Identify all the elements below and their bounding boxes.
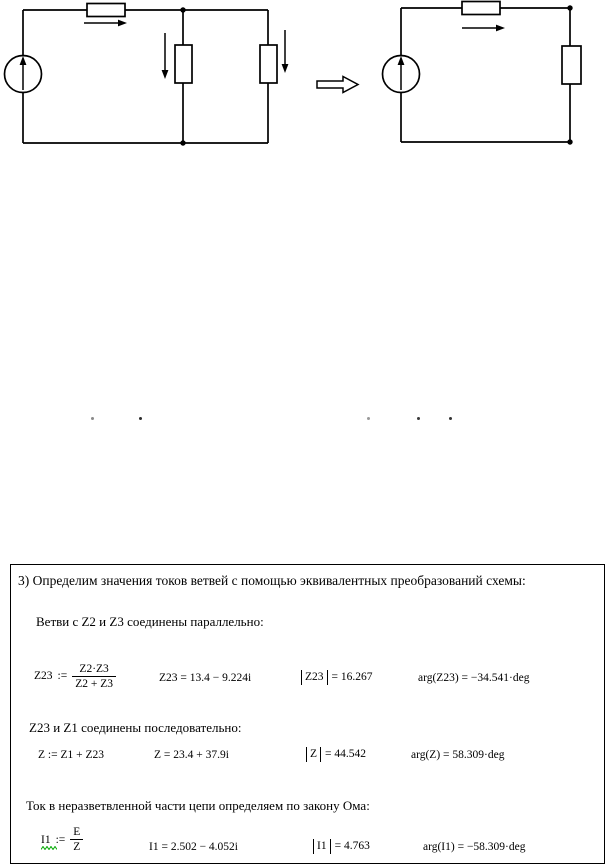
- node-dot: [567, 139, 572, 144]
- resistor-z23-equiv: [562, 46, 581, 84]
- resistor-z1-equiv: [462, 2, 500, 15]
- fraction-denominator: Z2 + Z3: [72, 676, 116, 690]
- current-arrow-i1: [84, 20, 127, 27]
- warned-variable: I1: [41, 834, 51, 846]
- stray-dot: [91, 417, 94, 420]
- stray-dot: [139, 417, 142, 420]
- resistor-z2: [175, 45, 192, 83]
- z-result[interactable]: Z = 23.4 + 37.9i: [154, 749, 229, 761]
- i1-definition[interactable]: [41, 823, 83, 856]
- z23-abs-result[interactable]: Z23 = 16.267: [301, 670, 373, 685]
- z-definition[interactable]: Z := Z1 + Z23: [38, 749, 104, 761]
- assign-operator: :=: [55, 833, 66, 846]
- stray-dot: [449, 417, 452, 420]
- section-title: 3) Определим значения токов ветвей с помощью эквивалентных преобразований схемы:: [18, 573, 526, 588]
- lhs-var: Z23: [34, 670, 53, 682]
- z-abs-result[interactable]: Z = 44.542: [306, 747, 366, 762]
- node-dot: [180, 7, 185, 12]
- node-dot: [180, 140, 185, 145]
- implies-arrow-icon: [317, 77, 358, 93]
- fraction: [70, 826, 83, 853]
- original-circuit: [5, 4, 289, 146]
- fraction-denominator: Z: [70, 839, 83, 853]
- redefinition-warning-zigzag-icon: [41, 846, 57, 850]
- circuit-diagrams: [0, 0, 609, 170]
- abs-bars: Z: [306, 747, 321, 762]
- assign-operator: :=: [57, 670, 68, 682]
- z-arg-result[interactable]: arg(Z) = 58.309·deg: [411, 749, 505, 761]
- stray-dot: [367, 417, 370, 420]
- fraction: [72, 663, 116, 690]
- z23-result[interactable]: Z23 = 13.4 − 9.224i: [159, 672, 252, 684]
- i1-result[interactable]: I1 = 2.502 − 4.052i: [149, 841, 238, 853]
- resistor-z1: [87, 4, 125, 17]
- ohm-law-note: Ток в неразветвленной части цепи определяем по закону Ома:: [26, 798, 370, 813]
- current-arrow-i: [462, 25, 505, 32]
- fraction-numerator: Z2·Z3: [79, 662, 109, 675]
- node-dot: [567, 5, 572, 10]
- series-note: Z23 и Z1 соединены последовательно:: [29, 720, 242, 735]
- current-arrow-i3: [282, 30, 289, 73]
- parallel-note: Ветви с Z2 и Z3 соединены параллельно:: [36, 614, 264, 629]
- i1-abs-result[interactable]: I1 = 4.763: [313, 839, 370, 854]
- abs-bars: I1: [313, 839, 331, 854]
- fraction-numerator: E: [73, 826, 81, 838]
- abs-bars: Z23: [301, 670, 328, 685]
- z23-definition[interactable]: [34, 659, 116, 693]
- z23-arg-result[interactable]: arg(Z23) = −34.541·deg: [418, 672, 530, 684]
- i1-arg-result[interactable]: arg(I1) = −58.309·deg: [423, 841, 526, 853]
- calculation-region: [10, 564, 605, 864]
- equivalent-circuit: [383, 2, 582, 145]
- current-arrow-i2: [162, 33, 169, 79]
- resistor-z3: [260, 45, 277, 83]
- stray-dot: [417, 417, 420, 420]
